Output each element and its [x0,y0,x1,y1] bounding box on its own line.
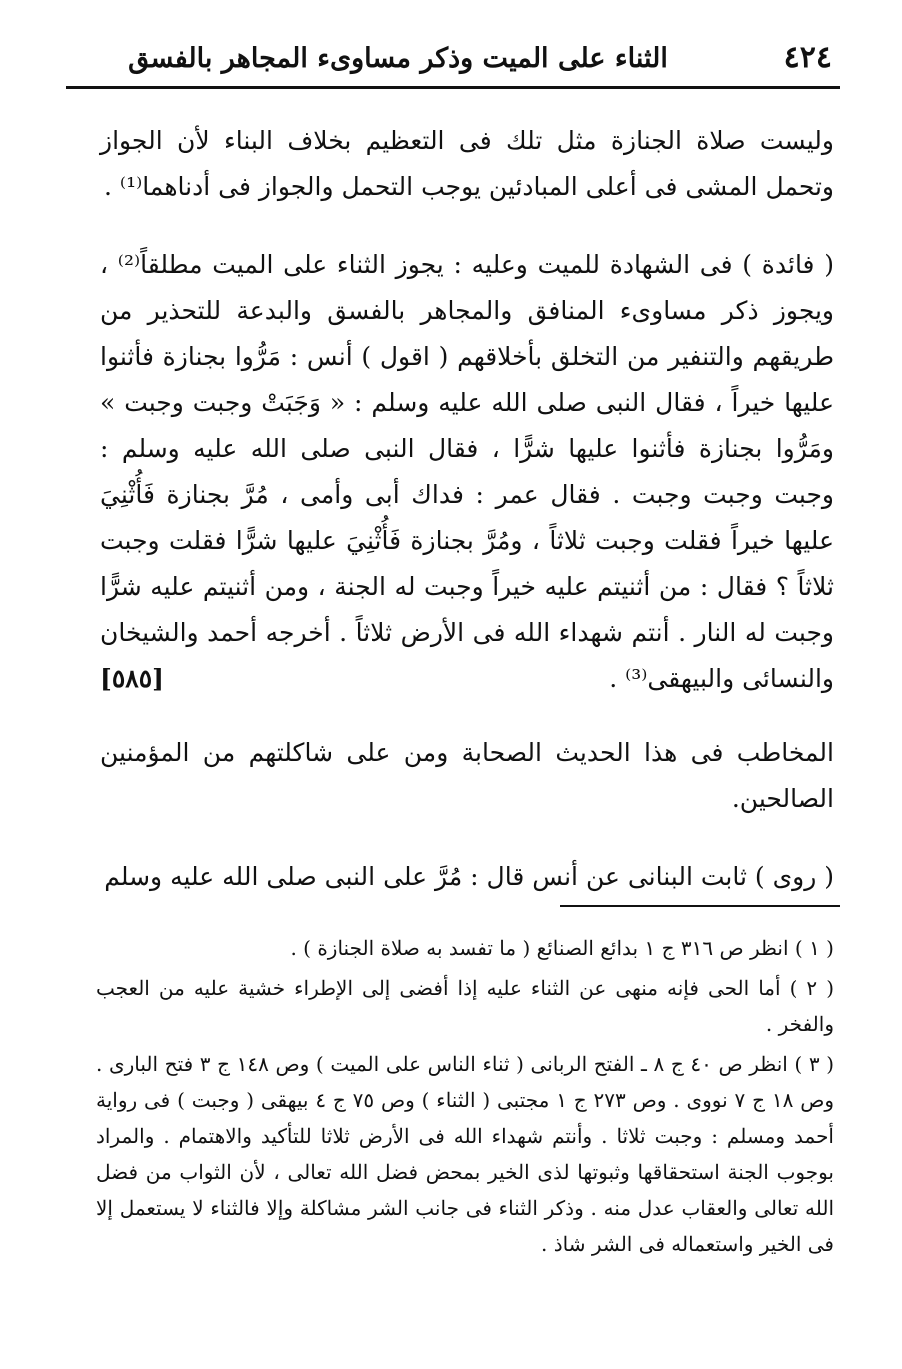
paragraph: ( روى ) ثابت البنانى عن أنس قال : مُرَّ على النبى صلى الله عليه وسلم [104,862,834,891]
page-number: ٤٢٤ [783,40,832,75]
page-title: الثناء على الميت وذكر مساوىء المجاهر بالفسق [128,42,668,74]
footnote: ( ١ ) انظر ص ٣١٦ ج ١ بدائع الصنائع ( ما تفسد به صلاة الجنازة ) . [290,936,834,960]
main-text [100,118,834,932]
footnote: ( ٣ ) انظر ص ٤٠ ج ٨ ـ الفتح الربانى ( ثناء الناس على الميت ) وص ١٤٨ ج ٣ فتح البارى . وص ١٨ ج ٧ نووى . وص ٢٧٣ ج ١ مجتبى ( الثناء ) وص ٧٥ ج ٤ بيهقى ( وجبت ) فى رواية أحمد ومسلم : وجبت ثلاثا . وأنتم شهداء الله فى الأرض ثلاثا للتأكيد والاهتمام . والمراد بوجوب الجنة استحقاقها وثبوتها لذى الخير بمحض فضل الله تعالى ، لأن الثواب من فضل الله تعالى والعقاب عدل منه . وذكر الثناء فى جانب الشر مشاكلة وإلا فالثناء لا يستعمل إلا فى الخير واستعماله فى الشر شاذ . [96,1052,835,1256]
footnote: ( ٢ ) أما الحى فإنه منهى عن الثناء عليه إذا أفضى إلى الإطراء خشية عليه من العجب والفخر . [96,976,834,1036]
paragraph: المخاطب فى هذا الحديث الصحابة ومن على شاكلتهم من المؤمنين الصالحين. [100,738,834,813]
hadith-reference: [٥٨٥] [100,664,164,693]
paragraph-text: ( فائدة ) فى الشهادة للميت وعليه : يجوز الثناء على الميت مطلقاً⁽²⁾ ، ويجوز ذكر مساوىء المنافق والمجاهر بالفسق والبدعة للتحذير من طريقهم والتنفير من التخلق بأخلاقهم ( اقول ) أنس : مَرُّوا بجنازة فأثنوا عليها خيراً ، فقال النبى صلى الله عليه وسلم : « وَجَبَتْ وجبت وجبت » ومَرُّوا بجنازة فأثنوا عليها شرًّا ، فقال النبى صلى الله عليه وسلم : وجبت وجبت وجبت . فقال عمر : فداك أبى وأمى ، مُرَّ بجنازة فَأُثْنِيَ عليها خيراً فقلت وجبت ثلاثاً ، ومُرَّ بجنازة فَأُثْنِيَ عليها شرًّا فقلت وجبت ثلاثاً ؟ فقال : من أثنيتم عليه خيراً وجبت له الجنة ، ومن أثنيتم عليه شرًّا وجبت له النار . أنتم شهداء الله فى الأرض ثلاثاً . أخرجه أحمد والشيخان والنسائى والبيهقى⁽³⁾ . [100,250,835,693]
footnote-separator [560,905,840,907]
footnotes [96,930,834,1266]
paragraph: وليست صلاة الجنازة مثل تلك فى التعظيم بخلاف البناء لأن الجواز وتحمل المشى فى أعلى المبادئين يوجب التحمل والجواز فى أدناهما⁽¹⁾ . [100,126,834,201]
page-header [66,30,840,89]
paragraph [100,242,834,702]
